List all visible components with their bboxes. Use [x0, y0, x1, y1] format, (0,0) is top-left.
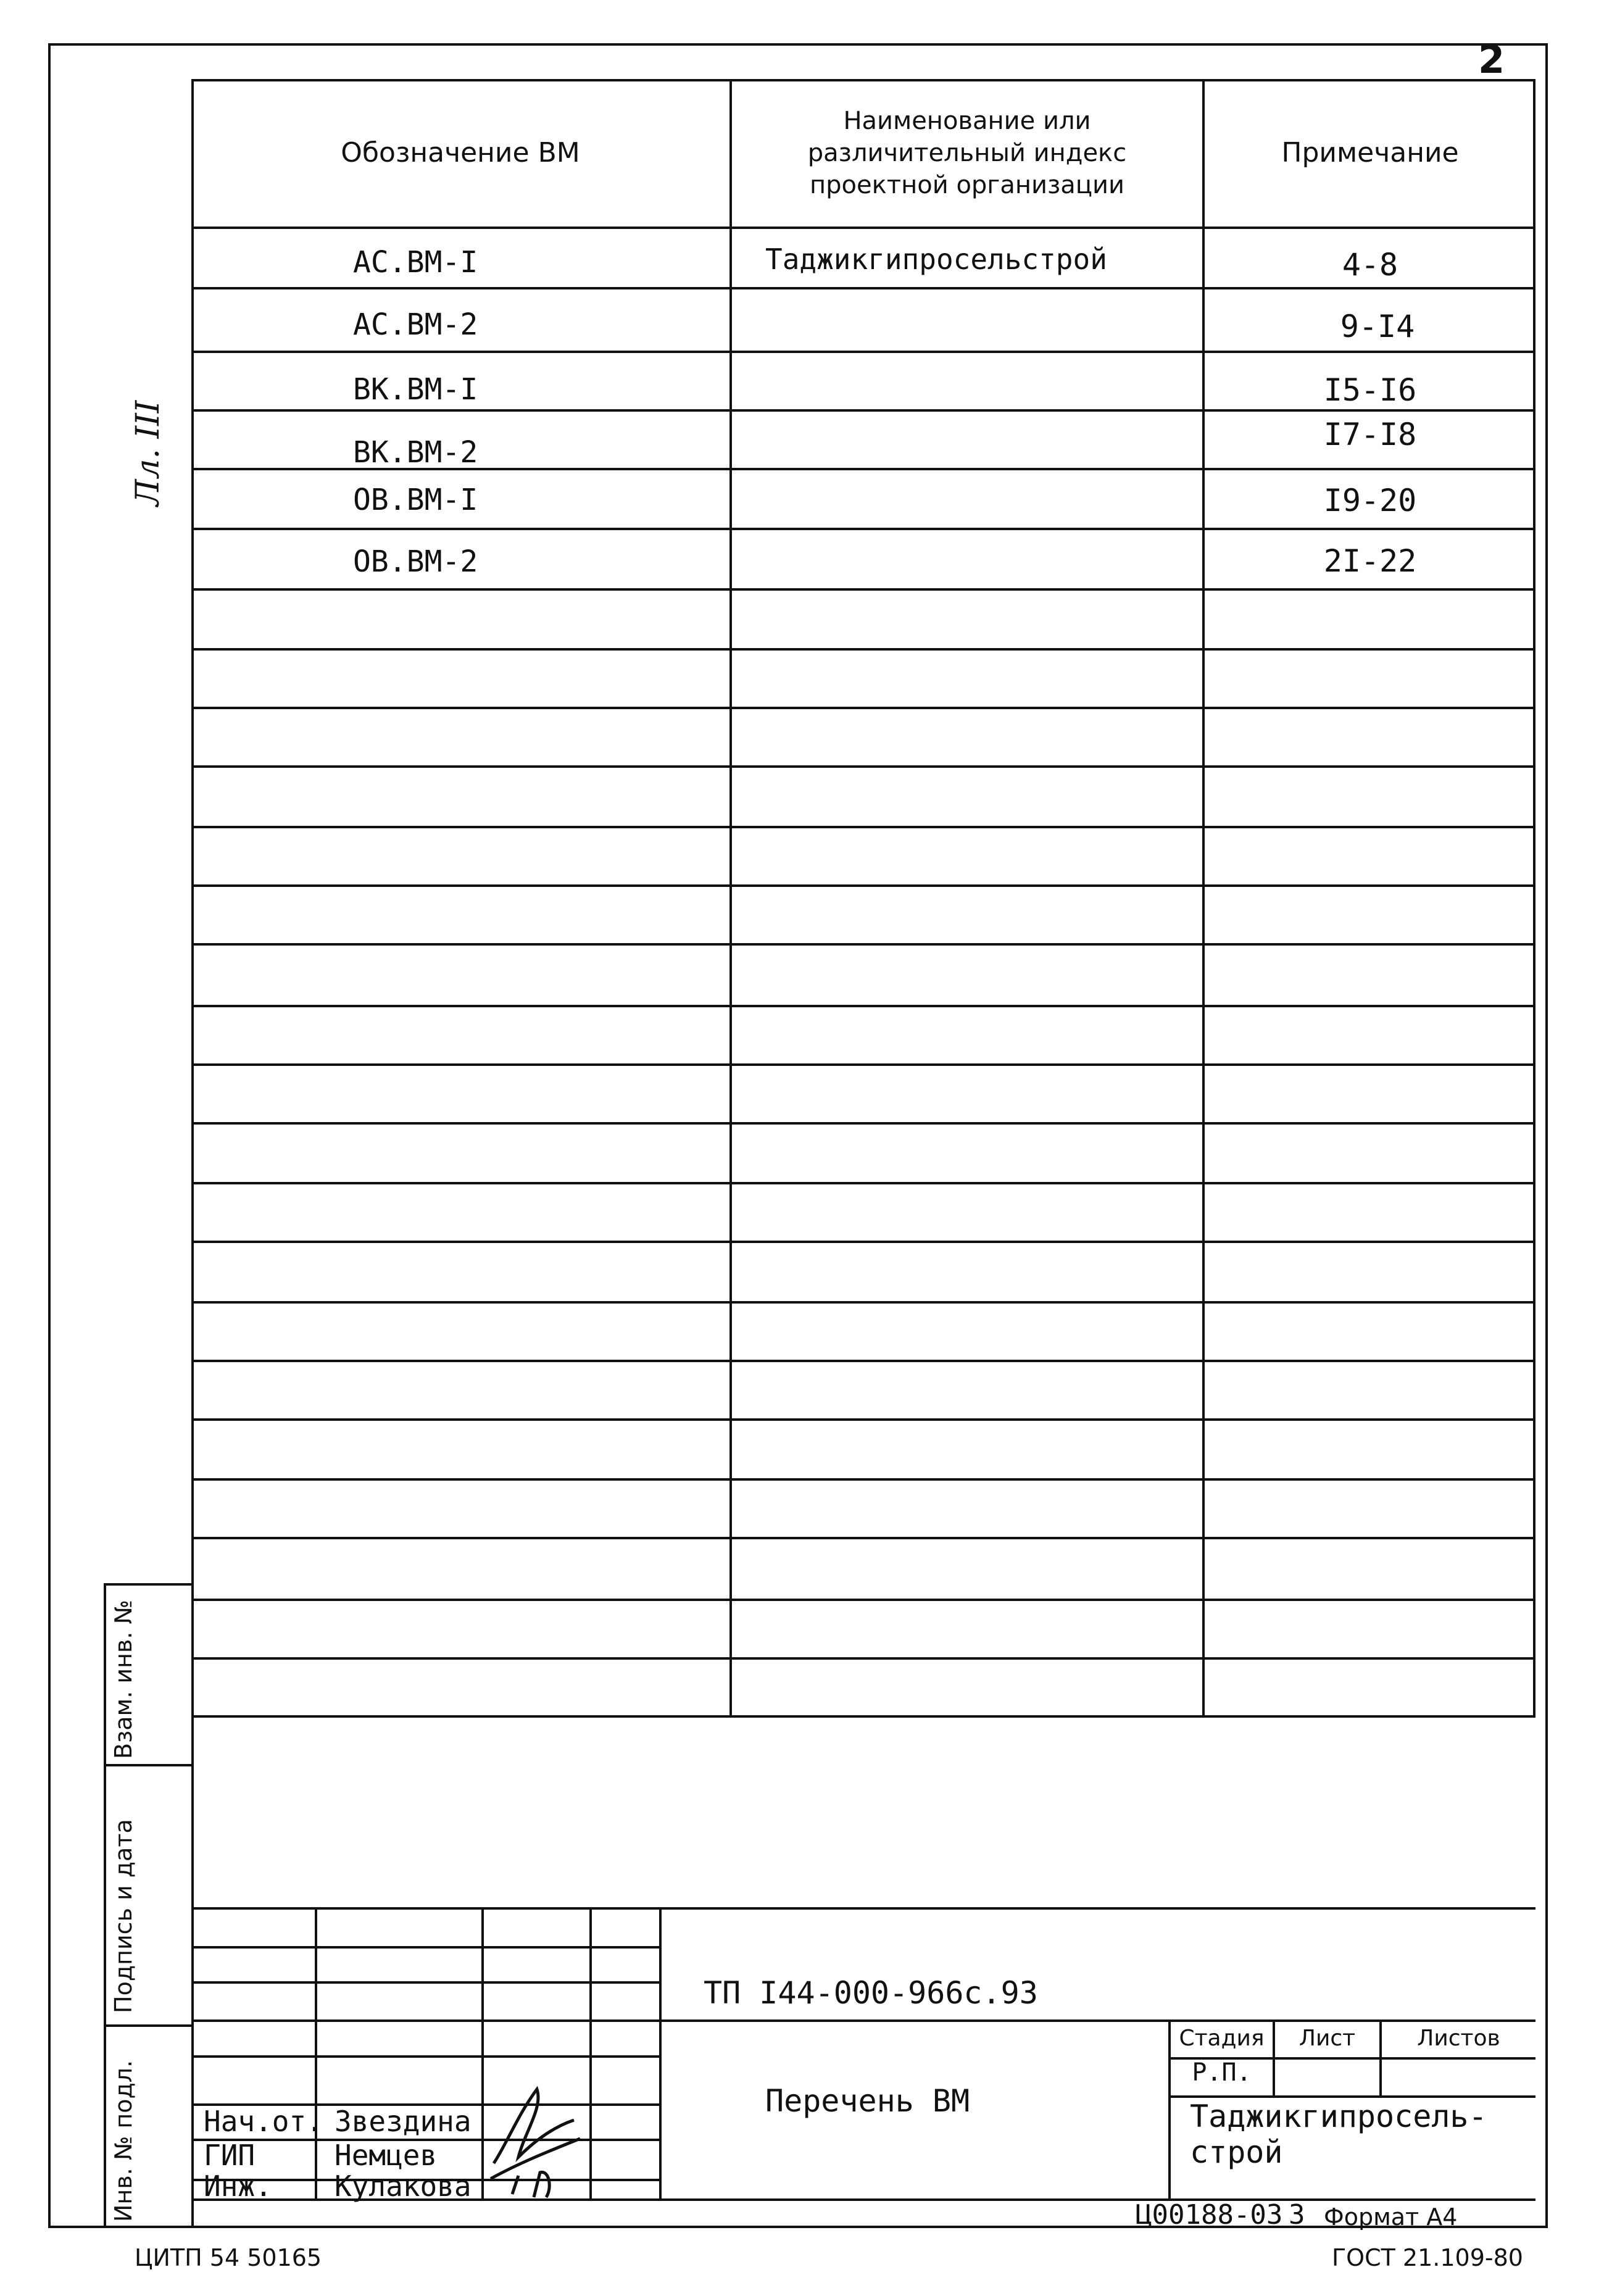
row-4-note: I7-I8	[1323, 417, 1417, 452]
stage-value: Р.П.	[1192, 2058, 1252, 2087]
registration-number: Ц00188-03	[1136, 2199, 1283, 2231]
person-1-name: Звездина	[335, 2105, 472, 2138]
gost-label: ГОСТ 21.109-80	[1332, 2244, 1523, 2271]
doc-title: Перечень ВМ	[765, 2083, 970, 2119]
sheet-label: Лист	[1299, 2026, 1356, 2051]
person-2-name: Немцев	[335, 2139, 438, 2172]
person-3-role: Инж.	[204, 2169, 272, 2203]
row-5-note: I9-20	[1323, 483, 1417, 518]
person-3-name: Кулакова	[335, 2169, 472, 2203]
header-note: Примечание	[1281, 137, 1459, 168]
row-6-note: 2I-22	[1323, 543, 1417, 579]
row-1-designation: АС.ВМ-I	[353, 245, 478, 280]
row-1-name: Таджикгипросельстрой	[765, 243, 1107, 276]
row-3-note: I5-I6	[1323, 372, 1417, 408]
row-2-designation: АС.ВМ-2	[353, 307, 478, 342]
side-stamp-vzam-inv: Взам. инв. №	[110, 1599, 137, 1759]
row-1-note: 4-8	[1342, 247, 1398, 283]
title-block-top	[191, 1907, 1535, 1910]
format-label: Формат А4	[1324, 2203, 1458, 2231]
side-stamp-inv-podl: Инв. № подл.	[110, 2060, 137, 2222]
stage-label: Стадия	[1179, 2026, 1265, 2051]
header-designation: Обозначение ВМ	[341, 137, 580, 168]
row-4-designation: ВК.ВМ-2	[353, 435, 478, 470]
row-5-designation: ОВ.ВМ-I	[353, 483, 478, 517]
row-6-designation: ОВ.ВМ-2	[353, 544, 478, 579]
page-number: 2	[1478, 37, 1505, 82]
side-stamp-podpis-data: Подпись и дата	[110, 1819, 137, 2013]
signatures	[481, 2071, 592, 2200]
row-2-note: 9-I4	[1340, 309, 1415, 344]
doc-code: ТП I44-000-966с.93	[704, 1975, 1038, 2011]
registration-sheet: 3	[1289, 2199, 1305, 2231]
sheets-label: Листов	[1417, 2026, 1500, 2051]
row-3-designation: ВК.ВМ-I	[353, 372, 478, 407]
organization: Таджикгипросель- строй	[1190, 2098, 1487, 2170]
left-code: ЦИТП 54 50165	[135, 2244, 322, 2271]
person-2-role: ГИП	[204, 2139, 256, 2172]
margin-annotation: Лл. III	[130, 400, 167, 506]
person-1-role: Нач.от.	[204, 2105, 323, 2138]
header-name: Наименование или различительный индекс проектной организации	[807, 107, 1127, 199]
